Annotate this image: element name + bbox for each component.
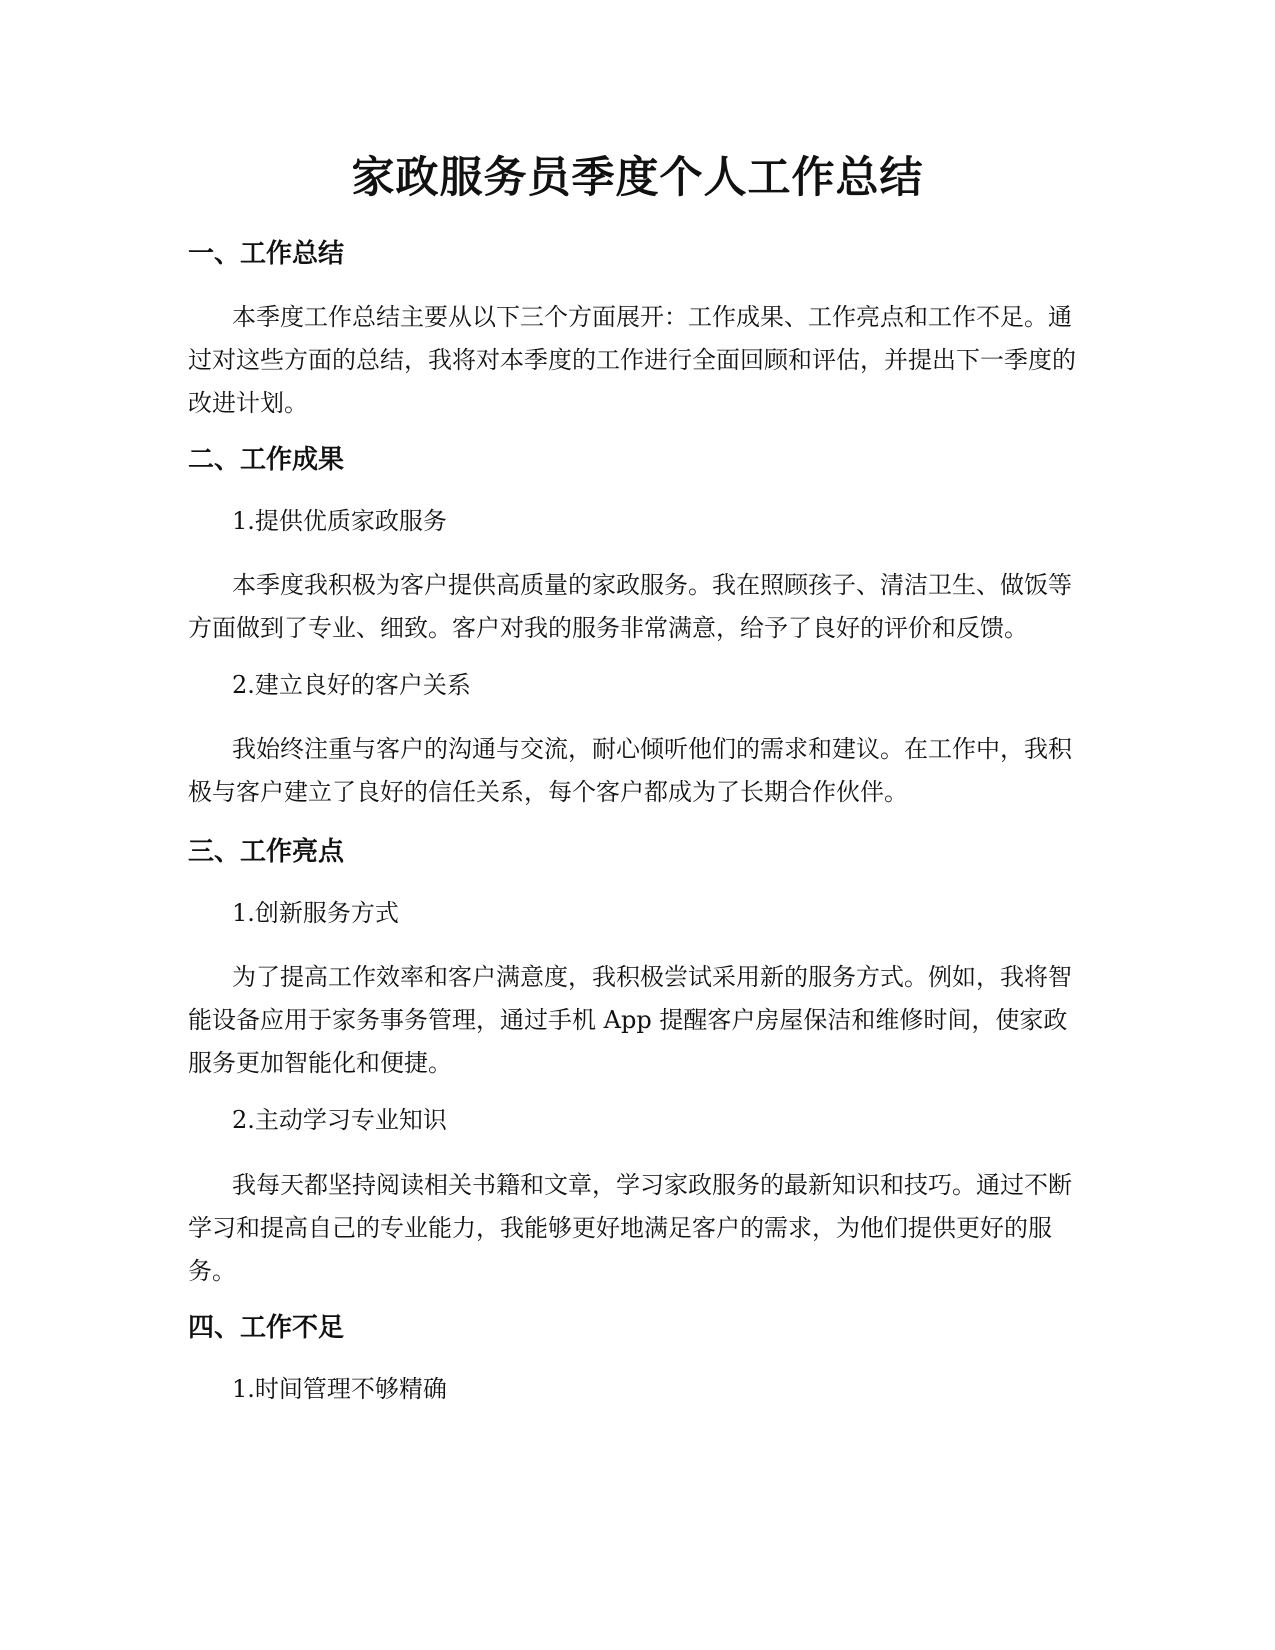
paragraph-client-relations: 我始终注重与客户的沟通与交流，耐心倾听他们的需求和建议。在工作中，我积极与客户建立了良好的信任关系，每个客户都成为了长期合作伙伴。 [188, 735, 1072, 806]
section-heading-highlights: 三、工作亮点 [188, 837, 345, 867]
section-heading-achievements: 二、工作成果 [188, 445, 345, 475]
paragraph-learning: 我每天都坚持阅读相关书籍和文章，学习家政服务的最新知识和技巧。通过不断学习和提高自己的专业能力，我能够更好地满足客户的需求，为他们提供更好的服务。 [188, 1171, 1072, 1285]
subheading-quality-service: 1.提供优质家政服务 [232, 507, 447, 535]
section-paragraph-summary: 本季度工作总结主要从以下三个方面展开：工作成果、工作亮点和工作不足。通过对这些方面的总结，我将对本季度的工作进行全面回顾和评估，并提出下一季度的改进计划。 [188, 303, 1076, 417]
page-title: 家政服务员季度个人工作总结 [351, 153, 924, 203]
subheading-learning: 2.主动学习专业知识 [232, 1106, 447, 1134]
section-heading-shortcomings: 四、工作不足 [188, 1313, 345, 1343]
section-heading-summary: 一、工作总结 [188, 239, 345, 269]
paragraph-innovation: 为了提高工作效率和客户满意度，我积极尝试采用新的服务方式。例如，我将智能设备应用于家务事务管理，通过手机 App 提醒客户房屋保洁和维修时间，使家政服务更加智能化和便捷。 [188, 963, 1072, 1077]
subheading-client-relations: 2.建立良好的客户关系 [232, 671, 471, 699]
subheading-innovation: 1.创新服务方式 [232, 899, 399, 927]
paragraph-quality-service: 本季度我积极为客户提供高质量的家政服务。我在照顾孩子、清洁卫生、做饭等方面做到了专业、细致。客户对我的服务非常满意，给予了良好的评价和反馈。 [188, 571, 1072, 642]
subheading-time-management: 1.时间管理不够精确 [232, 1375, 447, 1403]
